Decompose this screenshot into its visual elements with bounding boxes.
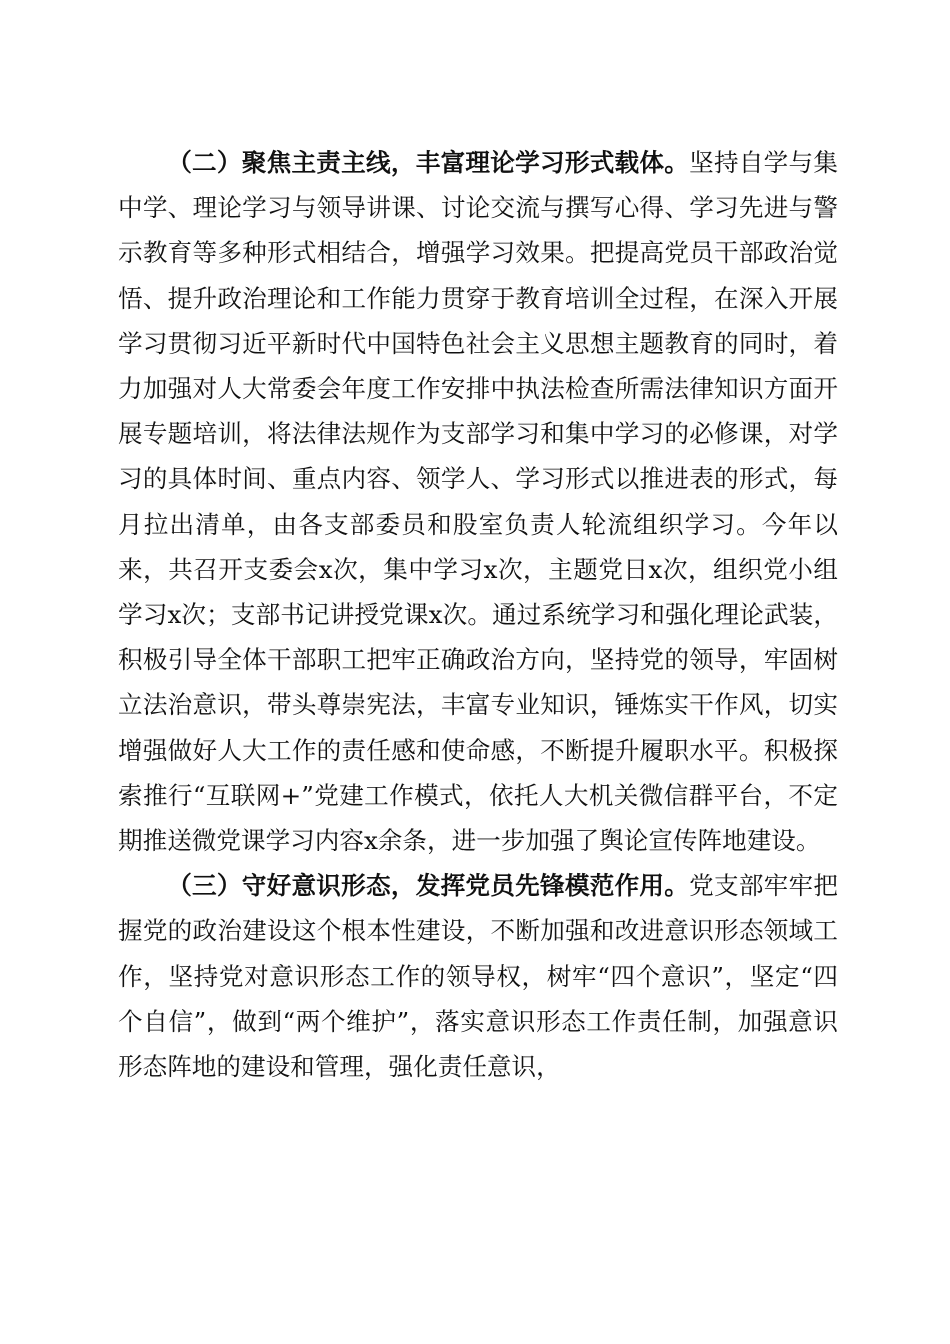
paragraph-focus-main-responsibility: [118, 140, 838, 863]
paragraph-text: 坚持自学与集中学、理论学习与领导讲课、讨论交流与撰写心得、学习先进与警示教育等多种形式相结合，增强学习效果。把提高党员干部政治觉悟、提升政治理论和工作能力贯穿于教育培训全过程，在深入开展学习贯彻习近平新时代中国特色社会主义思想主题教育的同时，着力加强对人大常委会年度工作安排中执法检查所需法律知识方面开展专题培训，将法律法规作为支部学习和集中学习的必修课，对学习的具体时间、重点内容、领学人、学习形式以推进表的形式，每月拉出清单，由各支部委员和股室负责人轮流组织学习。今年以来，共召开支委会x次，集中学习x次，主题党日x次，组织党小组学习x次；支部书记讲授党课x次。通过系统学习和强化理论武装，积极引导全体干部职工把牢正确政治方向，坚持党的领导，牢固树立法治意识，带头尊崇宪法，丰富专业知识，锤炼实干作风，切实增强做好人大工作的责任感和使命感，不断提升履职水平。积极探索推行“互联网+”党建工作模式，依托人大机关微信群平台，不定期推送微党课学习内容x余条，进一步加强了舆论宣传阵地建设。: [118, 148, 838, 856]
paragraph-ideology: [118, 863, 838, 1089]
document-body: [118, 140, 838, 1089]
paragraph-heading: （二）聚焦主责主线，丰富理论学习形式载体。: [167, 148, 690, 177]
paragraph-heading: （三）守好意识形态，发挥党员先锋模范作用。: [167, 871, 690, 901]
paragraph-text: 党支部牢牢把握党的政治建设这个根本性建设，不断加强和改进意识形态领域工作，坚持党对意识形态工作的领导权，树牢“四个意识”，坚定“四个自信”，做到“两个维护”，落实意识形态工作责任制，加强意识形态阵地的建设和管理，强化责任意识，: [118, 871, 838, 1082]
